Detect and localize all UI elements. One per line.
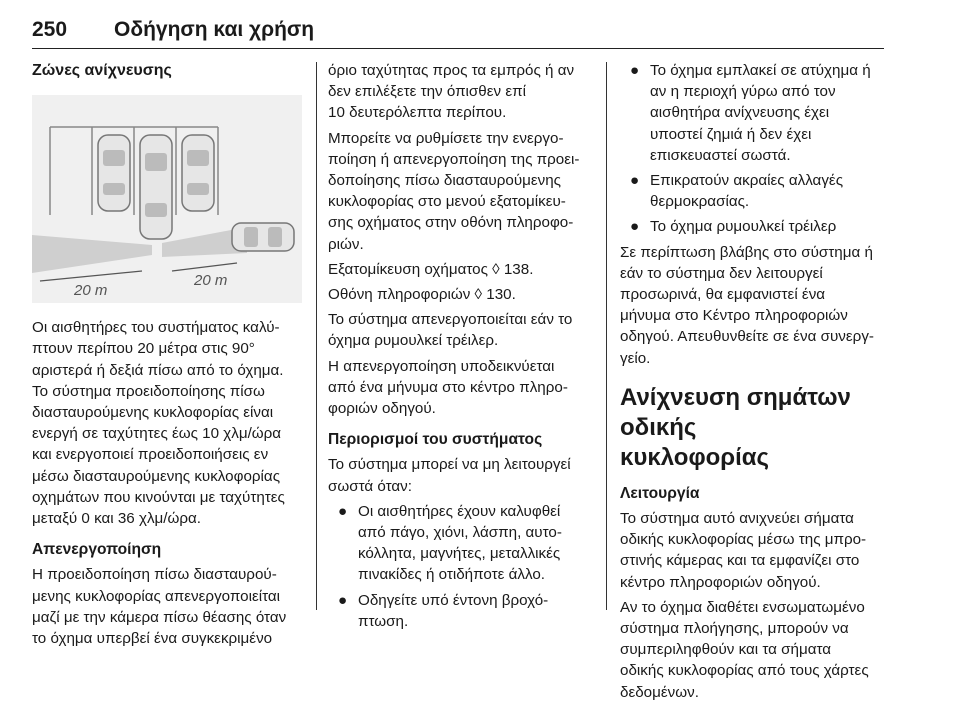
text-line: Το σύστημα προειδοποίησης πίσω (32, 382, 265, 400)
text-line: Το όχημα εμπλακεί σε ατύχημα ή (650, 62, 871, 79)
detection-zones-illustration (32, 95, 302, 303)
limitations-intro (328, 454, 596, 496)
list-item (620, 216, 888, 237)
text-line: Οι αισθητήρες έχουν καλυφθεί (358, 502, 561, 520)
zones-paragraph (32, 317, 302, 529)
text-line: Αν το όχημα διαθέτει ενσωματωμένο (620, 598, 865, 616)
text-line: πινακίδες ή οτιδήποτε άλλο. (358, 566, 546, 584)
text-line: γείο. (620, 349, 651, 367)
text-line: δεν επιλέξετε την όπισθεν επί (328, 83, 526, 101)
text-line: όχημα ρυμουλκεί τρέιλερ. (328, 332, 499, 350)
navigation-paragraph (620, 597, 888, 703)
text-line: κέντρο πληροφοριών οδηγού. (620, 573, 821, 591)
text-line: Επικρατούν ακραίες αλλαγές (650, 172, 844, 190)
text-line: στινής κάμερας και τα εμφανίζει στο (620, 552, 860, 570)
text-line: ενεργή σε ταχύτητες έως 10 χλμ/ώρα (32, 425, 282, 443)
heading-line: κυκλοφορίας (620, 443, 770, 471)
column-divider (316, 62, 317, 610)
text-line: αριστερά ή δεξιά πίσω από το όχημα. (32, 361, 284, 379)
passing-car (232, 223, 294, 251)
text-line: 10 δευτερόλεπτα περίπου. (328, 104, 507, 122)
cross-reference-vehicle-personalization[interactable]: Εξατομίκευση οχήματος ◊ 138. (328, 260, 534, 278)
text-line: δεδομένων. (620, 683, 699, 701)
bullet-icon: ● (338, 502, 348, 520)
column-2 (328, 60, 596, 632)
continued-paragraph (328, 60, 596, 124)
text-line: Η απενεργοποίηση υποδεικνύεται (328, 357, 555, 375)
text-line: Σε περίπτωση βλάβης στο σύστημα ή (620, 243, 873, 261)
text-line: μεταξύ 0 και 36 χλμ/ώρα. (32, 510, 202, 528)
parked-car-1 (98, 135, 130, 211)
text-line: επισκευαστεί σωστά. (650, 146, 791, 164)
text-line: ριών. (328, 235, 364, 253)
text-line: Το σύστημα αυτό ανιχνεύει σήματα (620, 510, 854, 528)
bullet-icon: ● (630, 172, 640, 190)
text-line: προσωρινά, θα εμφανιστεί ένα (620, 286, 826, 304)
text-line: υποστεί ζημιά ή δεν έχει (650, 125, 812, 143)
bullet-icon: ● (630, 218, 640, 236)
text-line: όριο ταχύτητας προς τα εμπρός ή αν (328, 62, 575, 79)
indication-paragraph (328, 356, 596, 420)
left-distance-label: 20 m (74, 282, 108, 300)
text-line: συμπεριληφθούν και τα σήματα (620, 641, 832, 659)
column-3 (620, 60, 888, 703)
text-line: οδηγού. Απευθυνθείτε σε ένα συνεργ- (620, 328, 874, 346)
text-line: σης οχήματος στην οθόνη πληροφο- (328, 214, 574, 232)
right-distance-label: 20 m (194, 272, 228, 290)
section-heading-function: Λειτουργία (620, 484, 700, 502)
malfunction-paragraph (620, 242, 888, 369)
text-line: από πάγο, χιόνι, λάσπη, αυτο- (358, 524, 562, 542)
text-line: δοποίησης πίσω διασταυρούμενης (328, 172, 562, 190)
text-line: πτωση. (358, 612, 409, 630)
text-line: ποίηση ή απενεργοποίηση της προει- (328, 150, 580, 168)
text-line: μενης κυκλοφορίας απενεργοποιείται (32, 587, 281, 605)
trailer-paragraph (328, 309, 596, 351)
text-line: κυκλοφορίας στο μενού εξατομίκευ- (328, 193, 566, 211)
text-line: και ενεργοποιεί προειδοποιήσεις εν (32, 446, 269, 464)
text-line: αν η περιοχή γύρω από τον (650, 83, 836, 101)
deactivation-paragraph (32, 564, 302, 649)
column-1 (32, 60, 302, 649)
section-heading-traffic-sign-recognition (620, 383, 888, 473)
text-line: μέσω διασταυρούμενης κυκλοφορίας (32, 467, 281, 485)
text-line: οχημάτων που κινούνται με ταχύτητες (32, 488, 285, 506)
section-heading-detection-zones: Ζώνες ανίχνευσης (32, 62, 172, 79)
text-line: Η προειδοποίηση πίσω διασταυρού- (32, 566, 277, 584)
section-heading-deactivation: Απενεργοποίηση (32, 541, 162, 559)
text-line: σύστημα πλοήγησης, μπορούν να (620, 620, 849, 638)
text-line: οδικής κυκλοφορίας μέσω της μπρο- (620, 531, 867, 549)
text-line: φοριών οδηγού. (328, 400, 436, 418)
section-heading-limitations: Περιορισμοί του συστήματος (328, 431, 543, 449)
text-line: το όχημα υπερβεί ένα συγκεκριμένο (32, 630, 273, 648)
text-line: αισθητήρα ανίχνευσης έχει (650, 104, 830, 122)
bullet-icon: ● (338, 591, 348, 609)
text-line: σωστά όταν: (328, 477, 412, 495)
settings-paragraph (328, 128, 596, 255)
list-item (620, 170, 888, 212)
text-line: Μπορείτε να ρυθμίσετε την ενεργο- (328, 129, 564, 147)
list-item (620, 60, 888, 166)
text-line: μαζί με την κάμερα πίσω θέασης όταν (32, 608, 287, 626)
column-divider (606, 62, 607, 610)
text-line: οδικής κυκλοφορίας από τους χάρτες (620, 662, 869, 680)
text-line: Οδηγείτε υπό έντονη βροχό- (358, 591, 549, 609)
text-line: από ένα μήνυμα στο κέντρο πληρο- (328, 378, 568, 396)
bullet-icon: ● (630, 62, 640, 79)
text-line: κόλλητα, μαγνήτες, μεταλλικές (358, 545, 561, 563)
parked-car-3 (182, 135, 214, 211)
text-line: Το σύστημα μπορεί να μη λειτουργεί (328, 456, 571, 474)
text-line: Το όχημα ρυμουλκεί τρέιλερ (650, 218, 837, 236)
text-line: Το σύστημα απενεργοποιείται εάν το (328, 311, 573, 329)
text-line: διασταυρούμενης κυκλοφορίας είναι (32, 404, 274, 422)
function-paragraph (620, 508, 888, 593)
cross-reference-info-display[interactable]: Οθόνη πληροφοριών ◊ 130. (328, 286, 516, 304)
text-line: εάν το σύστημα δεν λειτουργεί (620, 264, 823, 282)
detection-zones-figure (32, 95, 302, 303)
text-line: πτουν περίπου 20 μέτρα στις 90° (32, 340, 255, 358)
list-item (328, 590, 596, 632)
text-line: Οι αισθητήρες του συστήματος καλύ- (32, 319, 280, 337)
parked-car-2 (140, 135, 172, 239)
page-number: 250 (32, 18, 68, 41)
heading-line: Ανίχνευση σημάτων οδικής (620, 383, 851, 441)
text-line: θερμοκρασίας. (650, 193, 750, 211)
page-header (32, 0, 884, 49)
page-title: Οδήγηση και χρήση (114, 18, 315, 41)
list-item (328, 501, 596, 586)
text-line: μήνυμα στο Κέντρο πληροφοριών (620, 307, 848, 325)
